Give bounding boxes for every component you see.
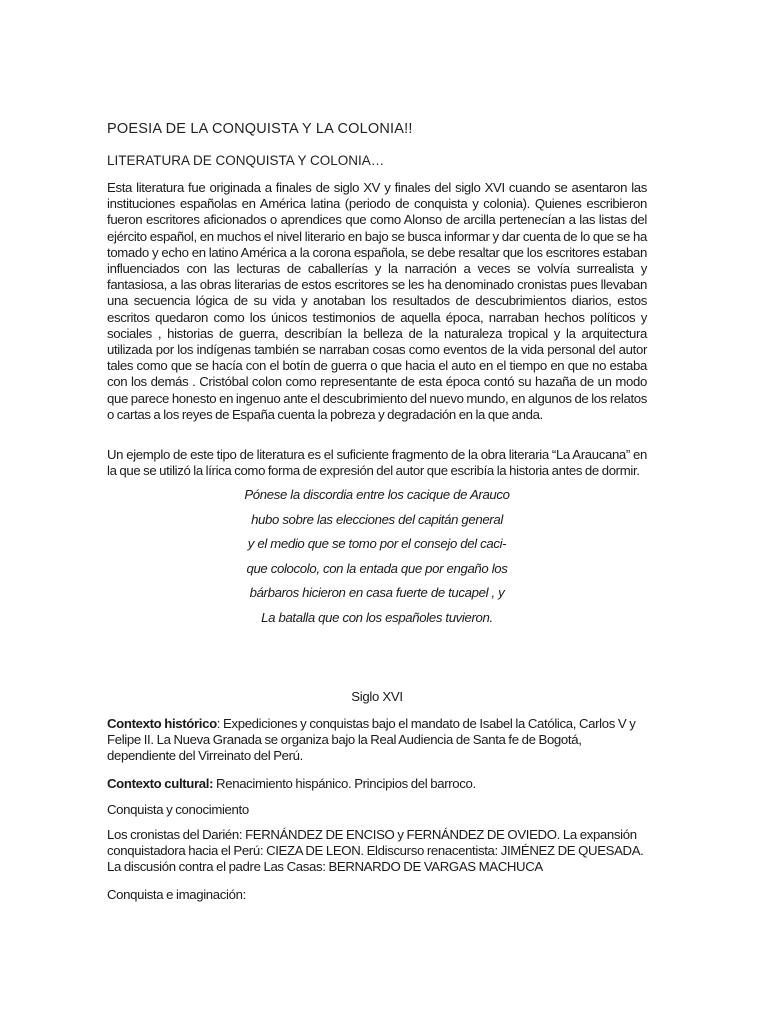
contexto-historico (107, 716, 647, 765)
paragraph-example: Un ejemplo de este tipo de literatura es el suficiente fragmento de la obra literaria “La Araucana” en la que se utilizó la lírica como forma de expresión del autor que escribía la historia antes de dormir. (107, 447, 647, 479)
poem-fragment (107, 487, 647, 634)
conquista-imaginacion: Conquista e imaginación: (107, 887, 246, 902)
document-subtitle: LITERATURA DE CONQUISTA Y COLONIA… (107, 153, 385, 168)
section-heading-siglo: Siglo XVI (351, 689, 403, 704)
poem-line: La batalla que con los españoles tuvieron. (261, 609, 493, 625)
document-title: POESIA DE LA CONQUISTA Y LA COLONIA!! (107, 121, 413, 137)
poem-line: bárbaros hicieron en casa fuerte de tucapel , y (249, 585, 505, 600)
cronistas-paragraph: Los cronistas del Darién: FERNÁNDEZ DE ENCISO y FERNÁNDEZ DE OVIEDO. La expansión conquistadora hacia el Perú: CIEZA DE LEON. Eldiscurso renacentista: JIMÉNEZ DE QUESADA. La discusión contra el padre Las Casas: BERNARDO DE VARGAS MACHUCA (107, 827, 644, 875)
contexto-cultural-label: Contexto cultural: (107, 776, 214, 791)
paragraph-intro: Esta literatura fue originada a finales de siglo XV y finales del siglo XVI cuando se asentaron las instituciones españolas en América latina (periodo de conquista y colonia). Quienes escribieron fueron escritores aficionados o aprendices que como Alonso de arcilla pertenecían a las listas del ejército español, en muchos el nivel literario en bajo se busca informar y dar cuenta de lo que se ha tomado y echo en latino América a la corona española, se debe resaltar que los escritores estaban influenciados con las lecturas de caballerías y la narración a veces se volvía surrealista y fantasiosa, a las obras literarias de estos escritores se les ha denominado cronistas pues llevaban una secuencia lógica de su vida y anotaban los resultados de descubrimientos diarios, estos escritos quedaron como los únicos testimonios de aquella época, narraban hechos políticos y sociales , historias de guerra, describían la belleza de la naturaleza tropical y la arquitectura utilizada por los indígenas también se narraban cosas como eventos de la vida personal del autor tales como que se hacía con el botín de guerra o que hacia el auto en el tiempo en que no estaba con los demás . Cristóbal colon como representante de esta época contó su hazaña de un modo que parece honesto en ingenuo ante el descubrimiento del nuevo mundo, en algunos de los relatos o cartas a los reyes de España cuenta la pobreza y degradación en la que anda. (107, 180, 647, 422)
contexto-cultural (107, 776, 647, 792)
contexto-historico-label: Contexto histórico (107, 716, 217, 731)
poem-line: Pónese la discordia entre los cacique de Arauco (244, 487, 510, 502)
contexto-historico-text: : Expediciones y conquistas bajo el mandato de Isabel la Católica, Carlos V y Felipe II. La Nueva Granada se organiza bajo la Real Audiencia de Santa fe de Bogotá, dependiente del Virreinato del Perú. (107, 716, 636, 764)
contexto-cultural-text: Renacimiento hispánico. Principios del barroco. (213, 776, 476, 791)
poem-line: que colocolo, con la entada que por engaño los (246, 560, 508, 576)
conquista-conocimiento: Conquista y conocimiento (107, 802, 249, 817)
poem-line: y el medio que se tomo por el consejo del caci- (247, 536, 507, 551)
poem-line: hubo sobre las elecciones del capitán general (251, 511, 503, 527)
